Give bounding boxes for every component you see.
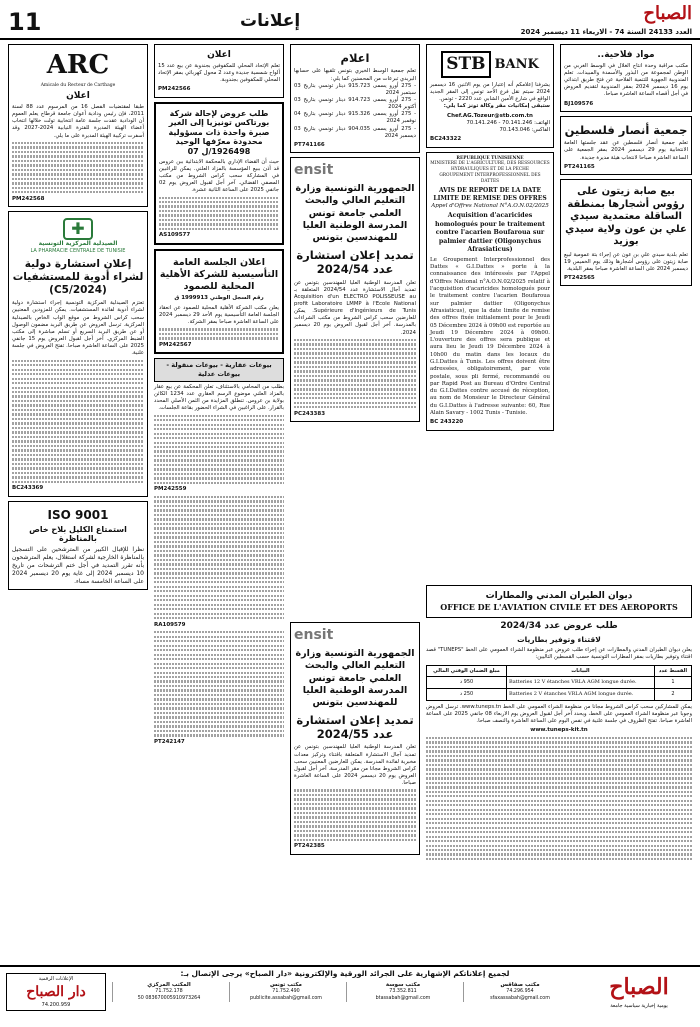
lot-guarantee: 250 د bbox=[427, 689, 507, 701]
ensit-ad-body: تعلن المدرسة الوطنية العليا للمهندسين بتونس عن تمديد آجال الاستشارة عدد 2024/54 المتعلقة بـ Acquisition d'un ELECTRO POLISSEUSE au profit Laboratoire LMMP à l'Ecole National Supérieure d'Ingénieurs de Tunis. يمكن للعارضين سحب كراس الشروط من مكتب الشراءات بالمدرسة. آخر أجل لقبول العروض يوم 20 ديسمبر 2024. bbox=[294, 279, 416, 336]
portex-title: طلب عروض لإحالة شركة بورتاكس تونيزيا إلى الغير صبرة واحدة ذات مسؤولية محدودة معرّفها الوحيد 1926498/ل 07 bbox=[168, 108, 270, 157]
issue-line: العدد 24133 السنة 74 - الاربعاء 11 ديسمبر 2024 bbox=[520, 28, 692, 37]
company-ad bbox=[154, 249, 284, 355]
lots-head-lot: القسط عدد bbox=[654, 665, 691, 677]
gov-title: الجمهورية التونسية وزارة التعليم العالي والبحث العلمي جامعة تونس المدرسة الوطنية العليا للمهندسين بتونس bbox=[295, 647, 415, 709]
stb-logo-mark: STB bbox=[441, 51, 490, 78]
office-name: مكتب صفاقس bbox=[500, 982, 540, 988]
office-email[interactable]: btassabah@gmail.com bbox=[375, 995, 431, 1001]
oaca-intro: يعلن ديوان الطيران المدني والمطارات عن إجراء طلب عروض عبر منظومة الشراء العمومي على الخط "TUNEPS" قصد اقتناء وتوفير بطاريات بمقر المطارات التونسية حسب القسطين التاليين: bbox=[426, 647, 692, 661]
company-subtitle: رقم السجل الوطني 1999913 ق bbox=[174, 295, 264, 302]
sales-code: PM242559 bbox=[154, 486, 187, 493]
office-item bbox=[463, 982, 576, 1002]
blind-ad bbox=[154, 44, 284, 98]
lot-guarantee: 950 د bbox=[427, 677, 507, 689]
farm-ad-title: مواد فلاحية.. bbox=[597, 50, 655, 60]
portex-code: AS109577 bbox=[159, 232, 191, 239]
sales-banner: بيوعات عقارية - بيوعات منقولة - بيوعات عدلية bbox=[154, 358, 284, 382]
stb-fax: الفاكس: 70.143.046 bbox=[499, 127, 550, 134]
minister-line2: MINISTERE DE L'AGRICULTURE, DES RESSOURCES HYDRAULIQUES ET DE LA PECHE bbox=[430, 161, 550, 173]
column-5 bbox=[8, 44, 148, 594]
sales-listings bbox=[154, 384, 284, 746]
portex-body: حيث أن القضاء الإداري بالمحكمة الابتدائية ببن عروس قد أذن ببيع المؤسسة بالمزاد العلني. يمكن للراغبين في المشاركة سحب كراس الشروط من مكتب المصفي القضائي. آخر أجل لقبول العروض يوم 02 جانفي 2025 على الساعة الثانية عشرة. bbox=[159, 158, 279, 194]
palestine-ad-code: PT241165 bbox=[564, 163, 595, 170]
pharma-name-fr: LA PHARMACIE CENTRALE DE TUNISIE bbox=[30, 248, 126, 255]
pharma-body: تعتزم الصيدلية المركزية التونسية إجراء استشارة دولية لشراء أدوية لفائدة المستشفيات. يمكن للمزودين المعنيين سحب كراس الشروط من موقع الواب الخاص بالصيدلية المركزية. ترسل العروض عن طريق البريد مضمون الوصول أو عن طريق البريد السريع أو تسلم مباشرة إلى مكتب الضبط المركزي. آخر أجل لقبول العروض يوم 15 جانفي 2025 على الساعة العاشرة صباحا. تفتح العروض في جلسة علنية. bbox=[12, 300, 144, 357]
wasat-item: - 275 أورو يسمى 904.035 دينار تونسي بتاريخ 03 ديسمبر 2024 bbox=[294, 125, 416, 139]
lot-no: 2 bbox=[654, 689, 691, 701]
office-phone: 71.752.490 bbox=[272, 989, 300, 995]
footer-digital-label: الإعلانات الرقمية bbox=[38, 976, 74, 982]
footer-digital-logo: دار الصباح bbox=[26, 983, 86, 1000]
ensit-ad-title: تمديد إعلان استشارة عدد 2024/55 bbox=[296, 712, 414, 741]
minister-line3: GROUPEMENT INTERPROFESSIONNEL DES DATTES bbox=[439, 173, 541, 184]
pharma-cross-icon: ✚ bbox=[63, 218, 93, 240]
pharma-logo bbox=[12, 218, 144, 255]
section-title: إعلانات bbox=[240, 11, 301, 31]
wasat-body: تعلم جمعية الوسط الخيري بتونس تلقيها على حسابها البريدي تبرعات من المحسنين كما يلي: bbox=[294, 68, 416, 82]
ensit-logo: ensit bbox=[294, 162, 334, 179]
footer-title: لجميع إعلاناتكم الإشهارية على الجرائد الورقية والإلكترونية «دار الصباح» يرجى الإتصال بـ: bbox=[180, 969, 510, 978]
office-email[interactable]: publicite.assabah@gmail.com bbox=[250, 995, 322, 1001]
stb-logo bbox=[430, 51, 550, 78]
table-row bbox=[427, 689, 692, 701]
oaca-site[interactable]: www.tuneps-kit.tn bbox=[530, 727, 588, 734]
oaca-name-fr: OFFICE DE L'AVIATION CIVILE ET DES AEROPORTS bbox=[440, 602, 678, 613]
oaca-body: يمكن للمشاركين سحب كراس الشروط مجانا من منظومة الشراء العمومي على الخط www.tuneps.tn. ترسل العروض وجوبا عبر منظومة الشراء العمومي على الخط، ويحدد آخر أجل لقبول العروض يوم الاربعاء 08 جانفي 2025 على الساعة العاشرة صباحا. تفتح الظروف في جلسة علنية في نفس اليوم على الساعة العاشرة والنصف صباحا. bbox=[426, 703, 693, 725]
olives-ad-body: تعلم بلدية سيدي علي بن عون عن إجراء بتة عمومية لبيع صابة زيتون على رؤوس أشجارها وذلك يوم الخميس 19 ديسمبر 2024 على الساعة العاشرة صباحا بمقر البلدية. bbox=[564, 251, 688, 272]
footer-logo-text: الصباح bbox=[609, 974, 669, 1000]
column-2 bbox=[426, 44, 554, 435]
pharma-title: إعلان استشارة دولية لشراء أدوية للمستشفيات (2024/C5) bbox=[12, 257, 144, 297]
palestine-ad-body: تعلم جمعية أنصار فلسطين عن عقد جلستها العامة الانتخابية يوم 29 ديسمبر 2024 بمقر الجمعية على الساعة العاشرة صباحا لانتخاب هيئة مديرة جديدة. bbox=[564, 140, 688, 161]
wasat-item: - 275 أورو يسمى 915.723 دينار تونسي بتاريخ 03 سبتمبر 2024 bbox=[294, 82, 416, 96]
lots-head-items: البيانات bbox=[507, 665, 655, 677]
are-ad bbox=[8, 44, 148, 207]
wasat-title: اعلام bbox=[340, 51, 370, 65]
blind-ad-body: تعلم الإتحاد المحلي للمكفوفين بجندوبة عن بيع عدد 15 ألواح شمسية جديدة وعدد 2 محول كهربائي بمقر الإتحاد المحلي للمكفوفين بجندوبة. bbox=[158, 62, 280, 84]
office-name: مكتب تونس bbox=[270, 982, 302, 988]
stb-contact-label: ستبقى إمكانيات مقر وكالة تونز كما يلي: bbox=[443, 103, 550, 110]
footer-logo-sub: يومية إخبارية سياسية جامعة bbox=[610, 1002, 668, 1009]
sales-code: PT242147 bbox=[154, 738, 185, 745]
avis-ref: Appel d'Offres National N°A.O.N.02/2025 bbox=[431, 202, 549, 209]
are-logo-sub: Amicale du Recteur de Carthage bbox=[40, 83, 116, 89]
palestine-ad-title: جمعية أنصار فلسطين bbox=[564, 122, 688, 137]
are-code: PM242568 bbox=[12, 195, 45, 202]
office-item bbox=[229, 982, 342, 1002]
olives-ad-title: بيع صابة زيتون على رؤوس أشجارها بمنطقة الساقلة معتمدية سيدي علي بن عون ولاية سيدي بوزيد bbox=[565, 186, 687, 248]
footer-logo bbox=[584, 973, 694, 1009]
office-phone: 73.352.811 bbox=[389, 989, 417, 995]
column-1 bbox=[560, 44, 692, 290]
lots-table bbox=[426, 665, 692, 701]
pharma-ad bbox=[8, 211, 148, 497]
lot-label: Batteries 2 V étanches VRLA AGM longue durée. bbox=[507, 689, 655, 701]
avis-title: AVIS DE REPORT DE LA DATE LIMITE DE REMISE DES OFFRES bbox=[433, 186, 547, 202]
oaca-logo bbox=[426, 585, 692, 618]
masthead bbox=[452, 2, 692, 38]
office-phone: 74.296.954 bbox=[506, 989, 534, 995]
lot-no: 1 bbox=[654, 677, 691, 689]
stb-code: BC243322 bbox=[430, 136, 462, 143]
oaca-name-ar: ديوان الطيران المدني والمطارات bbox=[485, 591, 633, 601]
palestine-ad bbox=[560, 116, 692, 175]
dattes-ad bbox=[426, 152, 554, 431]
wasat-item: - 275 أورو يسمى 915.326 دينار تونسي بتاريخ 04 نوفمبر 2024 bbox=[294, 111, 416, 125]
office-item bbox=[112, 982, 225, 1002]
are-body: طبقا لمقتضيات الفصل 16 من المرسوم عدد 88 لسنة 2011، فإن رئيس ودادية أعوان جامعة قرطاج يعلم العموم أن الودادية عقدت جلسة عامة انتخابية تولت خلالها انتخاب أعضاء الهيئة المديرة للفترة النيابية 2024-2027 وقد أسفرت تركيبة الهيئة المديرة على ما يلي. bbox=[12, 103, 145, 139]
ensit-ad-title: تمديد إعلان استشارة عدد 2024/54 bbox=[296, 247, 414, 277]
ensit-ad-55 bbox=[290, 622, 420, 859]
office-email[interactable]: sfaxassabah@gmail.com bbox=[490, 995, 550, 1001]
iso-title: استمتاع الكليل بلاح خاص بالمناظرة bbox=[29, 524, 127, 544]
are-logo bbox=[12, 48, 144, 89]
stb-logo-text: BANK bbox=[494, 56, 539, 72]
iso-badge: ISO 9001 bbox=[47, 507, 109, 522]
iso-body: نظرا للإقبال الكبير من المترشحين على التسجيل بالمناظرة الخارجية لشركة استغلال، يعلم المترشحون بأنه تقرر التمديد في أجل ختم الترشحات من تاريخ 10 ديسمبر 2024 إلى غاية يوم 20 ديسمبر 2024 على الساعة الخامسة مساء. bbox=[12, 545, 144, 586]
page-header bbox=[0, 0, 700, 40]
table-row bbox=[427, 677, 692, 689]
gov-title: الجمهورية التونسية وزارة التعليم العالي والبحث العلمي جامعة تونس المدرسة الوطنية العليا للمهندسين بتونس bbox=[295, 183, 415, 244]
blind-ad-title: اعلان bbox=[207, 50, 231, 60]
minister-line1: REPUBLIQUE TUNISIENNE bbox=[456, 155, 524, 161]
avis-body: Le Groupement Interprofessionnel des Dattes « G.I.Dattes » porte à la connaissance des intéressés par l'Appel d'Offres National n°A.O.N.02/2025 relatif à l'acquisition d'acaricides homologués pour le traitement contre l'acarien Boufaroua sur palmier dattier (Oligonychus Afrasiaticus), que la date limite de remise des offres fixée initialement pour le Jeudi 05 Décembre 2024 à 09h00 est reportée au Jeudi 19 Décembre 2024 à 09h00. L'ouverture des offres sera publique et aura lieu le Jeudi 19 Décembre 2024 à 10h00 du matin dans les locaux du G.I.Dattes à Tunis. Les offres doivent être adressées, obligatoirement, par voie postale, sous pli fermé, recommandé ou par Rapid Post au Bureau d'Ordre Central du G.I.Dattes contre accusé de réception, au nom de Monsieur le Directeur Général du G.I.Dattes à l'adresse suivante: 60, Rue Alain Savary - 1002 Tunis - Tunisie. bbox=[430, 256, 550, 417]
are-title: اعلان bbox=[66, 91, 90, 102]
avis-code: BC 243220 bbox=[430, 419, 464, 426]
ensit-logo: ensit bbox=[294, 627, 334, 643]
page-footer bbox=[0, 965, 700, 1027]
pharma-code: BC243369 bbox=[12, 485, 44, 492]
company-title: اعلان الجلسة العامة التأسيسية للشركة الأهلية المحلية للصمود bbox=[159, 256, 279, 292]
company-body: يعلن مكتب الشركة الأهلية المحلية للصمود عن انعقاد الجلسة العامة التأسيسية يوم الأحد 29 ديسمبر 2024 على الساعة العاشرة صباحا بمقر الشركة. bbox=[159, 304, 279, 326]
masthead-logo: الصباح bbox=[643, 3, 692, 24]
wasat-item: - 275 أورو يسمى 914.723 دينار تونسي بتاريخ 03 أكتوبر 2024 bbox=[294, 96, 416, 111]
farm-ad-code: BJ109576 bbox=[564, 100, 594, 107]
olives-ad-code: PT242565 bbox=[564, 275, 595, 282]
company-code: PM242567 bbox=[159, 341, 192, 348]
column-3 bbox=[290, 44, 420, 426]
office-name: مكتب سوسة bbox=[385, 982, 421, 988]
oaca-ad-subtitle: لاقتناء وتوفير بطاريات bbox=[517, 635, 601, 645]
sales-code: RA109579 bbox=[154, 621, 186, 628]
oaca-ad-title: طلب عروض عدد 2024/34 bbox=[500, 620, 618, 631]
ensit-ad-code: PC243383 bbox=[294, 410, 326, 417]
oaca-ad bbox=[426, 582, 692, 862]
footer-digital-phone: 74.200.959 bbox=[41, 1001, 71, 1008]
page-number: 11 bbox=[8, 8, 42, 36]
wasat-ad bbox=[290, 44, 420, 153]
stb-body: يشرفنا إعلامكم أنه إعتبارا من يوم الاثنين 16 ديسمبر 2024 سيتم نقل فرع الأحد تونس إلى المقر الجديد الواقع في شارع الأمين الشابي عدد 2220 - تونس. bbox=[430, 81, 550, 103]
office-email: 083670005910973264 50 bbox=[137, 995, 201, 1001]
iso-ad bbox=[8, 501, 148, 591]
lot-label: Batteries 12 V étanches VRLA AGM longue durée. bbox=[507, 677, 655, 689]
ensit-ad-body: تعلن المدرسة الوطنية العليا للمهندسين بتونس عن تمديد آجال الاستشارة المتعلقة باقتناء وتركيز معدات مخبرية لفائدة المدرسة. يمكن للعارضين المعنيين سحب كراس الشروط مجانا من مقر المدرسة. آخر أجل لقبول العروض يوم 20 ديسمبر 2024 على الساعة العاشرة صباحا. bbox=[294, 744, 417, 787]
ensit-ad-code: PT242385 bbox=[294, 843, 325, 850]
lots-head-guarantee: مبلغ الضمان الوقتي المالي bbox=[427, 665, 507, 677]
ensit-ad-54 bbox=[290, 157, 420, 422]
stb-phone: الهاتف: 70.141.246 - 70.141.246 bbox=[466, 119, 550, 126]
are-logo-mark: ARC bbox=[46, 50, 110, 80]
stb-ad bbox=[426, 44, 554, 148]
portex-ad bbox=[154, 102, 284, 245]
avis-object: Acquisition d'acaricides homologués pour le traitement contre l'acarien Boufaroua sur palmier dattier (Oligonychus Afrasiaticus) bbox=[434, 212, 545, 254]
office-name: المكتب المركزي bbox=[147, 982, 191, 988]
column-4 bbox=[154, 44, 284, 746]
blind-ad-code: PM242566 bbox=[158, 86, 191, 93]
olives-ad bbox=[560, 179, 692, 286]
footer-offices bbox=[112, 982, 576, 1002]
farm-ad bbox=[560, 44, 692, 112]
farm-ad-body: مكتب مراقبة وحدة انتاج الغلال في الوسط الغربي من الوطن لمجموعة من البذور والأسمدة والمبيدات. تعلم المندوبية الجهوية للتنمية الفلاحية عن فتح طريق ابتدائي يوم 16 ديسمبر 2024 بمقر المندوبية لتقديم العروض في أجل أقصاه الساعة العاشرة صباحا. bbox=[564, 62, 688, 98]
office-item bbox=[346, 982, 459, 1002]
sales-body: بطلب من المحامي بالاستئناف، تعلن المحكمة عن بيع عقار بالمزاد العلني موضوع الرسم العقاري عدد 1234 الكائن بولاية بن عروس. تنطلق المزايدة من الثمن الأصلي المحدد بالقرار. على الراغبين في الشراء الحضور بقاعة الجلسات. bbox=[154, 383, 284, 412]
stb-email[interactable]: Chef.AG.Tozeur@stb.com.tn bbox=[447, 112, 533, 119]
office-phone: 71.752.178 bbox=[155, 989, 183, 995]
wasat-code: PT741166 bbox=[294, 141, 325, 148]
footer-digital-box bbox=[6, 973, 106, 1011]
pharma-name-ar: الصيدلية المركزية التونسية bbox=[38, 240, 118, 248]
